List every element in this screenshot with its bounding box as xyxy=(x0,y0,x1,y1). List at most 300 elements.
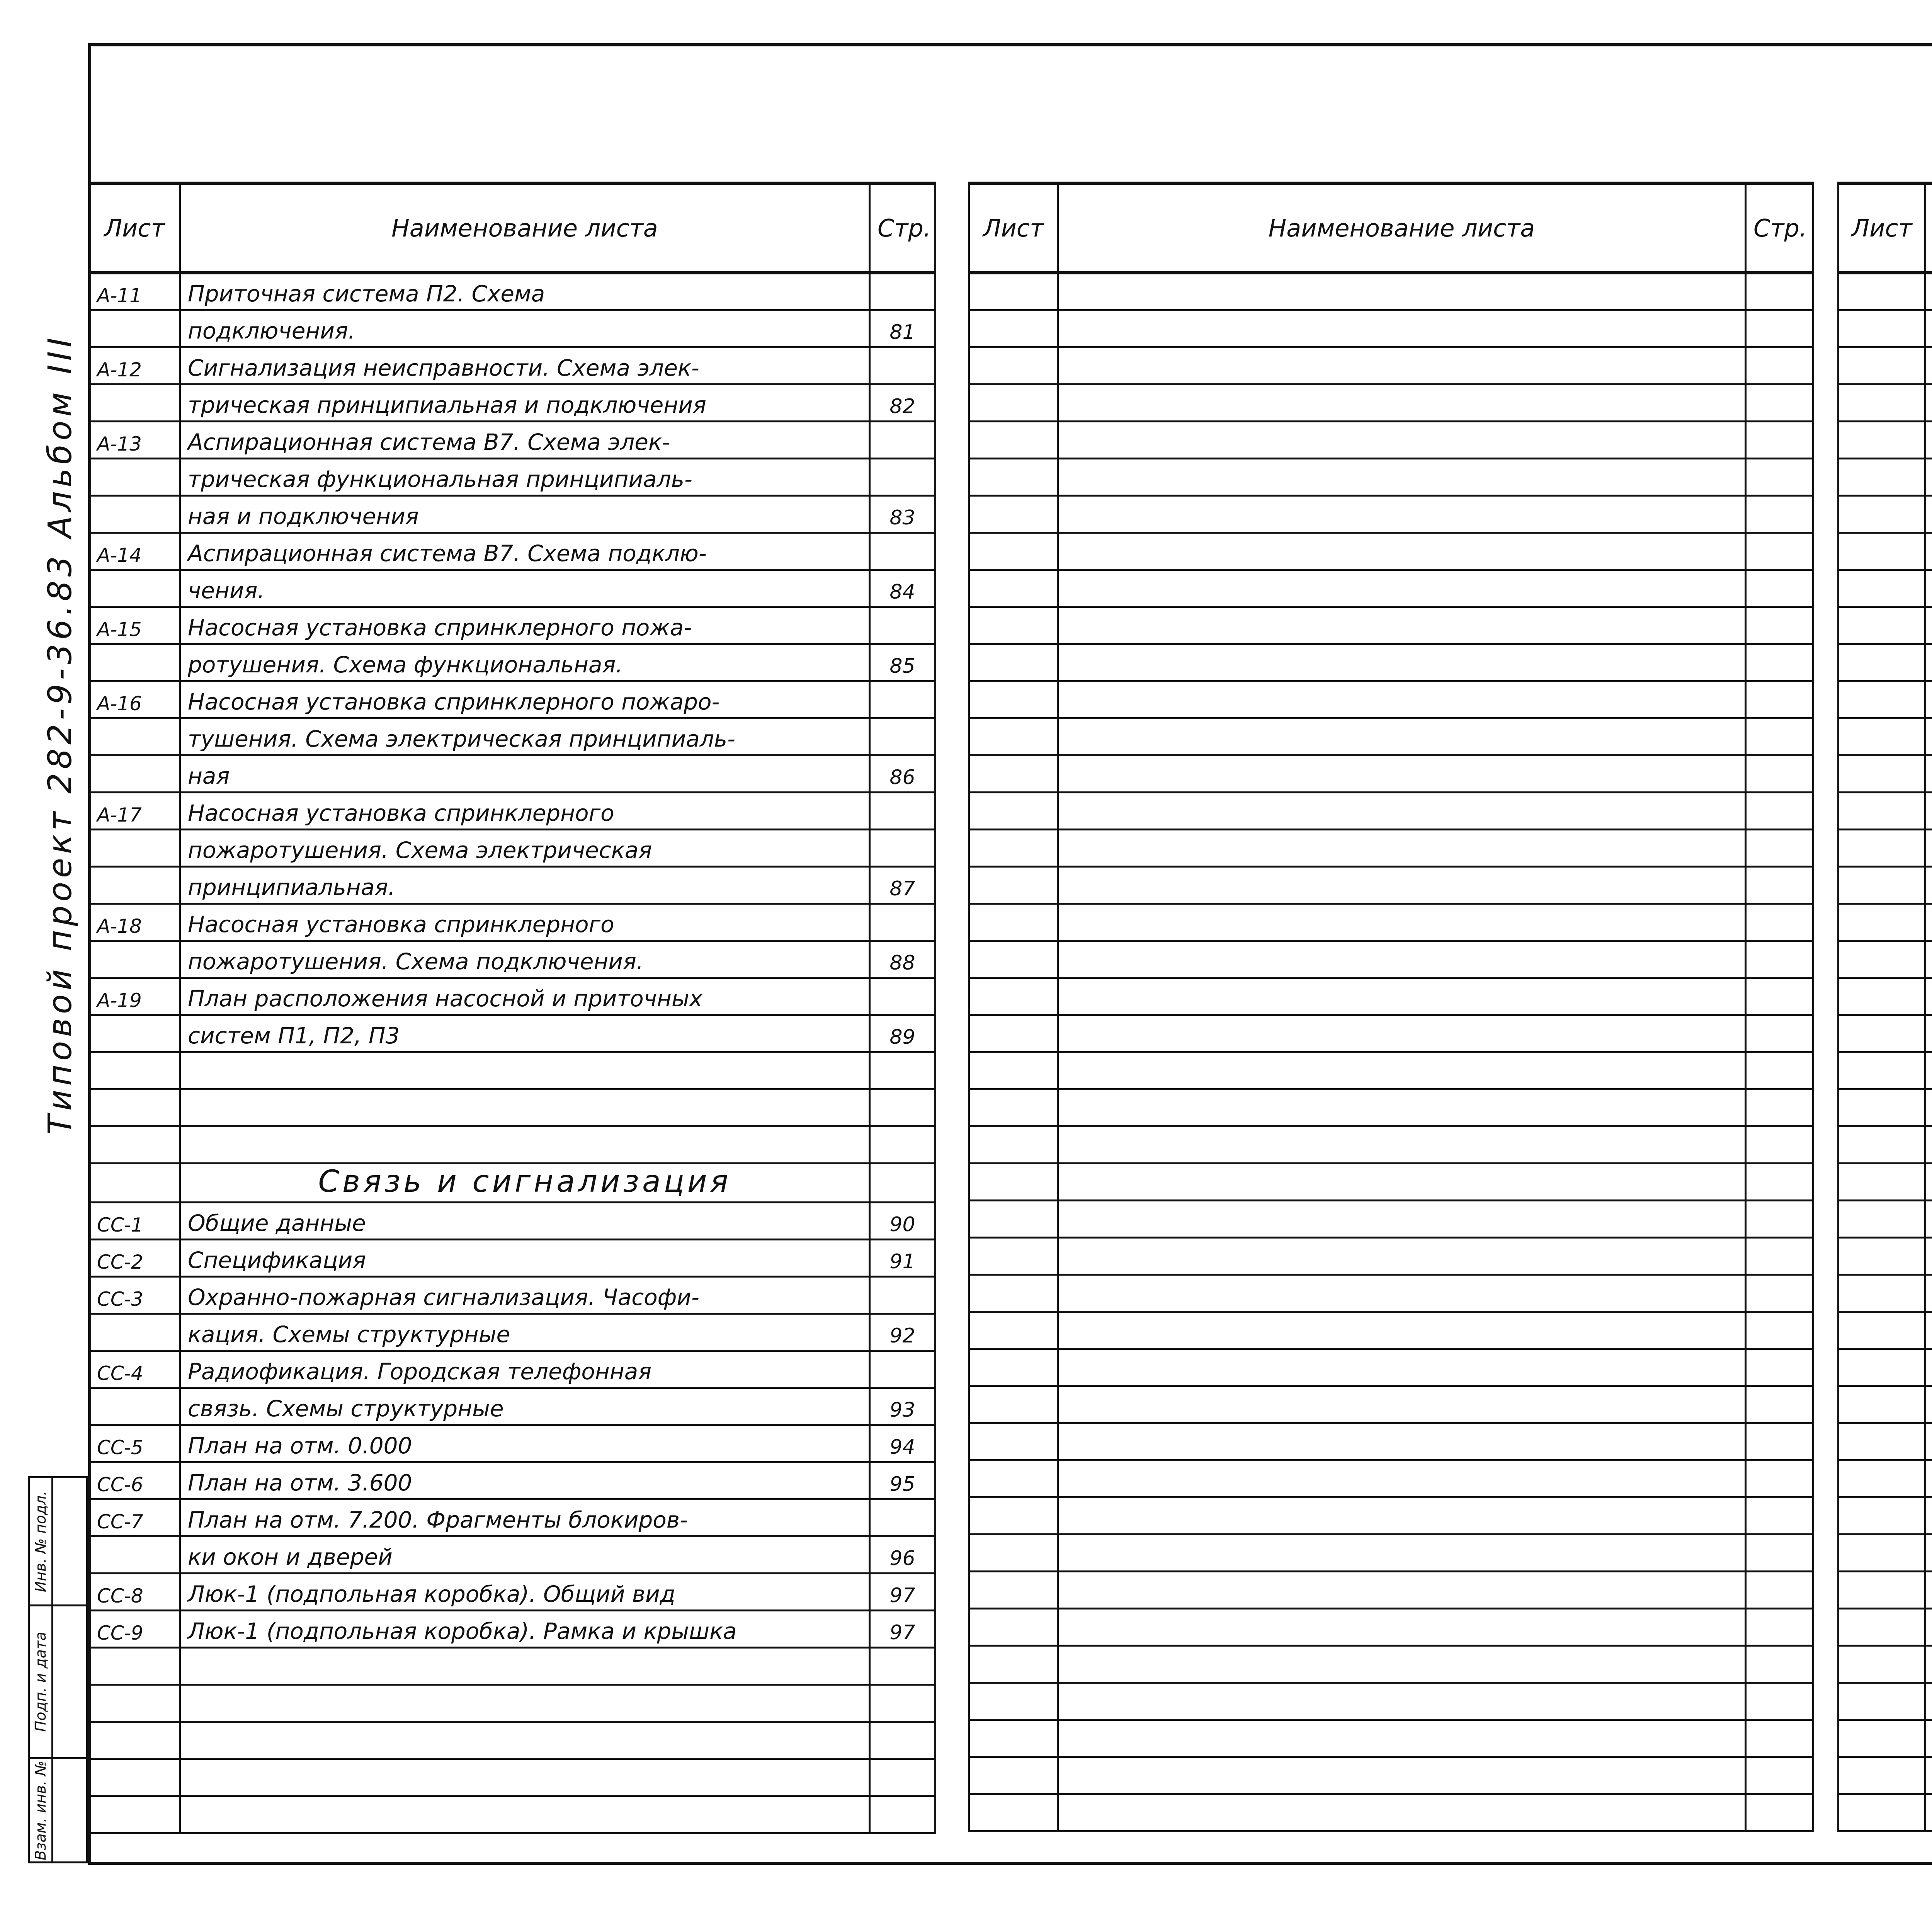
col-header-name xyxy=(1925,183,1932,273)
table-row xyxy=(1838,755,1932,792)
cell-sheet xyxy=(1838,718,1925,755)
cell-name xyxy=(1058,681,1746,718)
stamp-replacement-inventory: Взам. инв. № xyxy=(30,1759,86,1861)
table-row xyxy=(89,1089,935,1126)
cell-name: Приточная система П2. Схема xyxy=(180,273,870,310)
cell-sheet xyxy=(969,1534,1058,1571)
cell-sheet xyxy=(969,866,1058,903)
cell-sheet xyxy=(1838,681,1925,718)
cell-sheet: СС-7 xyxy=(89,1499,180,1536)
cell-sheet xyxy=(89,644,180,681)
table-row xyxy=(969,903,1813,941)
cell-sheet xyxy=(1838,347,1925,384)
cell-page xyxy=(870,1351,935,1388)
table-row xyxy=(89,1388,935,1425)
cell-sheet xyxy=(1838,1163,1925,1200)
cell-name xyxy=(1058,1274,1746,1312)
table-row xyxy=(1838,718,1932,755)
cell-sheet xyxy=(969,495,1058,533)
cell-name xyxy=(1058,1015,1746,1052)
cell-sheet xyxy=(1838,644,1925,681)
cell-sheet xyxy=(1838,533,1925,570)
cell-sheet xyxy=(1838,310,1925,347)
table-row xyxy=(89,1462,935,1499)
cell-sheet xyxy=(969,607,1058,644)
table-row xyxy=(89,755,935,792)
cell-name xyxy=(1925,421,1932,458)
cell-page xyxy=(870,1163,935,1202)
cell-sheet xyxy=(1838,1052,1925,1089)
cell-page: 85 xyxy=(870,644,935,681)
table-row xyxy=(89,1202,935,1239)
col-header-sheet: Лист xyxy=(89,183,180,273)
table-row xyxy=(89,1313,935,1351)
table-row xyxy=(969,681,1813,718)
cell-sheet xyxy=(969,458,1058,495)
cell-sheet xyxy=(1838,829,1925,866)
cell-name xyxy=(1925,903,1932,941)
cell-page xyxy=(1746,1608,1813,1645)
cell-name xyxy=(1925,978,1932,1015)
cell-name xyxy=(180,1089,870,1126)
cell-sheet: СС-4 xyxy=(89,1351,180,1388)
cell-sheet xyxy=(89,755,180,792)
table-row xyxy=(1838,1460,1932,1497)
cell-page xyxy=(1746,1757,1813,1794)
cell-sheet: А-17 xyxy=(89,792,180,829)
table-row xyxy=(969,1794,1813,1831)
table-row xyxy=(1838,941,1932,978)
cell-page: 90 xyxy=(870,1202,935,1239)
table-row xyxy=(1838,533,1932,570)
cell-name xyxy=(1058,718,1746,755)
cell-sheet xyxy=(969,1015,1058,1052)
cell-sheet xyxy=(969,681,1058,718)
cell-name xyxy=(180,1796,870,1833)
table-row xyxy=(89,1647,935,1684)
cell-sheet xyxy=(89,1126,180,1163)
col-header-page: Стр. xyxy=(1746,183,1813,273)
cell-page xyxy=(1746,1571,1813,1608)
cell-name: трическая принципиальная и подключения xyxy=(180,384,870,421)
cell-name xyxy=(1925,866,1932,903)
cell-sheet xyxy=(89,1722,180,1759)
cell-page: 94 xyxy=(870,1425,935,1462)
table-row xyxy=(89,866,935,903)
cell-name xyxy=(1058,755,1746,792)
cell-page: 84 xyxy=(870,570,935,607)
table-row xyxy=(1838,310,1932,347)
cell-name xyxy=(1058,1089,1746,1126)
cell-name xyxy=(1058,421,1746,458)
cell-name: Аспирационная система В7. Схема подклю- xyxy=(180,533,870,570)
cell-sheet xyxy=(89,1052,180,1089)
cell-sheet xyxy=(969,903,1058,941)
cell-name: План на отм. 0.000 xyxy=(180,1425,870,1462)
cell-sheet: А-13 xyxy=(89,421,180,458)
cell-page xyxy=(1746,1386,1813,1423)
cell-name xyxy=(1058,1683,1746,1720)
cell-name xyxy=(1925,347,1932,384)
table-row xyxy=(1838,978,1932,1015)
cell-name xyxy=(1925,718,1932,755)
cell-name xyxy=(1058,866,1746,903)
cell-name xyxy=(1058,1534,1746,1571)
table-row xyxy=(1838,829,1932,866)
cell-name xyxy=(1058,829,1746,866)
cell-sheet xyxy=(969,1200,1058,1237)
cell-name xyxy=(1925,644,1932,681)
table-row xyxy=(89,421,935,458)
cell-sheet xyxy=(1838,1460,1925,1497)
cell-sheet: А-16 xyxy=(89,681,180,718)
cell-name xyxy=(1925,1126,1932,1163)
table-row xyxy=(969,421,1813,458)
table-row xyxy=(1838,570,1932,607)
cell-page xyxy=(1746,978,1813,1015)
cell-page xyxy=(1746,495,1813,533)
cell-sheet xyxy=(969,1423,1058,1460)
cell-sheet: СС-3 xyxy=(89,1276,180,1313)
cell-sheet xyxy=(1838,1683,1925,1720)
table-row xyxy=(89,1126,935,1163)
cell-sheet xyxy=(969,533,1058,570)
cell-name xyxy=(180,1759,870,1796)
cell-sheet xyxy=(1838,1274,1925,1312)
cell-page xyxy=(870,1759,935,1796)
cell-name xyxy=(180,1647,870,1684)
cell-name xyxy=(180,1722,870,1759)
table-row xyxy=(1838,384,1932,421)
table-row xyxy=(89,829,935,866)
cell-name: пожаротушения. Схема электрическая xyxy=(180,829,870,866)
cell-name xyxy=(1925,1386,1932,1423)
table-row xyxy=(89,495,935,533)
table-row xyxy=(969,1534,1813,1571)
table-row xyxy=(89,1684,935,1722)
cell-name xyxy=(1058,941,1746,978)
cell-page xyxy=(870,1796,935,1833)
cell-sheet xyxy=(969,1312,1058,1349)
cell-name xyxy=(180,1052,870,1089)
table-row xyxy=(969,1423,1813,1460)
cell-sheet xyxy=(969,1794,1058,1831)
table-row xyxy=(1838,1683,1932,1720)
cell-page xyxy=(870,1052,935,1089)
cell-name: чения. xyxy=(180,570,870,607)
cell-sheet xyxy=(1838,941,1925,978)
cell-name xyxy=(1925,1052,1932,1089)
cell-page xyxy=(1746,347,1813,384)
table-row xyxy=(89,718,935,755)
table-row xyxy=(969,1497,1813,1534)
cell-name xyxy=(1058,1757,1746,1794)
cell-sheet xyxy=(89,1759,180,1796)
cell-page: 83 xyxy=(870,495,935,533)
table-row xyxy=(1838,1200,1932,1237)
cell-page xyxy=(1746,1089,1813,1126)
table-row xyxy=(89,792,935,829)
cell-name xyxy=(1925,792,1932,829)
cell-page xyxy=(870,347,935,384)
table-row xyxy=(1838,1423,1932,1460)
cell-name xyxy=(1925,681,1932,718)
cell-sheet xyxy=(969,1052,1058,1089)
cell-name xyxy=(1925,1534,1932,1571)
table-row xyxy=(969,941,1813,978)
table-row xyxy=(89,644,935,681)
cell-name xyxy=(1925,941,1932,978)
cell-page xyxy=(870,1684,935,1722)
cell-sheet: СС-8 xyxy=(89,1573,180,1610)
cell-sheet xyxy=(969,1349,1058,1386)
cell-page: 93 xyxy=(870,1388,935,1425)
cell-page xyxy=(1746,384,1813,421)
cell-page xyxy=(1746,755,1813,792)
cell-page xyxy=(870,1089,935,1126)
cell-name xyxy=(1058,1126,1746,1163)
cell-page: 89 xyxy=(870,1015,935,1052)
table-row xyxy=(969,607,1813,644)
cell-sheet xyxy=(969,1683,1058,1720)
cell-sheet xyxy=(89,570,180,607)
cell-sheet xyxy=(1838,1015,1925,1052)
table-row xyxy=(969,1089,1813,1126)
cell-sheet xyxy=(1838,792,1925,829)
cell-sheet xyxy=(1838,1423,1925,1460)
cell-page xyxy=(1746,1015,1813,1052)
cell-name: ная и подключения xyxy=(180,495,870,533)
cell-sheet: А-14 xyxy=(89,533,180,570)
cell-name xyxy=(1058,273,1746,310)
table-row xyxy=(969,1126,1813,1163)
cell-page xyxy=(1746,1645,1813,1683)
cell-sheet xyxy=(1838,1794,1925,1831)
cell-sheet xyxy=(1838,495,1925,533)
cell-name xyxy=(1058,458,1746,495)
cell-sheet xyxy=(1838,421,1925,458)
cell-sheet xyxy=(969,978,1058,1015)
cell-name xyxy=(1925,458,1932,495)
cell-sheet: СС-9 xyxy=(89,1610,180,1647)
cell-sheet xyxy=(969,829,1058,866)
cell-page xyxy=(870,1647,935,1684)
table-row xyxy=(969,718,1813,755)
cell-sheet: СС-5 xyxy=(89,1425,180,1462)
cell-name xyxy=(1925,1274,1932,1312)
cell-sheet: А-18 xyxy=(89,903,180,941)
cell-sheet xyxy=(969,941,1058,978)
cell-page: 96 xyxy=(870,1536,935,1573)
table-row xyxy=(1838,1274,1932,1312)
cell-sheet xyxy=(89,1313,180,1351)
stamp-signature-date: Подп. и дата xyxy=(30,1606,86,1759)
cell-sheet xyxy=(969,1460,1058,1497)
cell-sheet xyxy=(969,1237,1058,1274)
table-row xyxy=(969,273,1813,310)
table-row xyxy=(89,1796,935,1833)
table-row xyxy=(89,1573,935,1610)
cell-name xyxy=(180,1126,870,1163)
cell-name: ная xyxy=(180,755,870,792)
cell-name xyxy=(1925,1608,1932,1645)
table-row xyxy=(969,1274,1813,1312)
cell-name xyxy=(1925,1015,1932,1052)
cell-page: 97 xyxy=(870,1610,935,1647)
sheet-index-table-2 xyxy=(968,182,1814,1832)
table-row xyxy=(969,384,1813,421)
cell-sheet xyxy=(89,384,180,421)
cell-sheet xyxy=(89,718,180,755)
cell-name xyxy=(1925,1794,1932,1831)
cell-name xyxy=(1058,384,1746,421)
cell-page xyxy=(870,421,935,458)
cell-name: Охранно-пожарная сигнализация. Часофи- xyxy=(180,1276,870,1313)
cell-sheet xyxy=(89,310,180,347)
cell-name xyxy=(1058,1608,1746,1645)
cell-sheet xyxy=(1838,458,1925,495)
cell-sheet xyxy=(969,1163,1058,1200)
cell-sheet xyxy=(969,1089,1058,1126)
table-row xyxy=(1838,1534,1932,1571)
table-row xyxy=(1838,1794,1932,1831)
cell-sheet xyxy=(969,273,1058,310)
cell-sheet xyxy=(1838,1497,1925,1534)
table-row xyxy=(969,1052,1813,1089)
cell-page xyxy=(870,718,935,755)
cell-sheet: А-19 xyxy=(89,978,180,1015)
cell-sheet xyxy=(969,384,1058,421)
cell-page xyxy=(1746,533,1813,570)
cell-name xyxy=(1058,978,1746,1015)
col-header-name: Наименование листа xyxy=(180,183,870,273)
table-row xyxy=(1838,1757,1932,1794)
table-row xyxy=(1838,1237,1932,1274)
cell-page xyxy=(1746,1683,1813,1720)
cell-page xyxy=(1746,1312,1813,1349)
cell-name xyxy=(1925,1720,1932,1757)
cell-sheet: А-11 xyxy=(89,273,180,310)
table-row xyxy=(89,1239,935,1276)
table-row xyxy=(969,978,1813,1015)
cell-page xyxy=(870,829,935,866)
cell-name: тушения. Схема электрическая принципиаль- xyxy=(180,718,870,755)
cell-name xyxy=(1058,903,1746,941)
cell-page: 81 xyxy=(870,310,935,347)
table-row xyxy=(969,495,1813,533)
table-row xyxy=(1838,1312,1932,1349)
cell-page: 87 xyxy=(870,866,935,903)
table-row xyxy=(969,1200,1813,1237)
sheet-index-table-3 xyxy=(1837,182,1932,1832)
table-row xyxy=(969,644,1813,681)
cell-page xyxy=(1746,941,1813,978)
cell-name xyxy=(1925,1089,1932,1126)
cell-sheet xyxy=(1838,1312,1925,1349)
table-row xyxy=(89,1351,935,1388)
table-row xyxy=(89,903,935,941)
cell-name xyxy=(1925,1312,1932,1349)
cell-sheet xyxy=(89,1536,180,1573)
cell-sheet xyxy=(969,1608,1058,1645)
cell-page xyxy=(1746,1423,1813,1460)
table-row xyxy=(89,533,935,570)
cell-page: 91 xyxy=(870,1239,935,1276)
table-row xyxy=(1838,1052,1932,1089)
table-row xyxy=(969,1237,1813,1274)
table-row xyxy=(1838,1720,1932,1757)
cell-page: 92 xyxy=(870,1313,935,1351)
cell-name: трическая функциональная принципиаль- xyxy=(180,458,870,495)
table-row xyxy=(969,1720,1813,1757)
table-row xyxy=(969,866,1813,903)
cell-name xyxy=(1925,1571,1932,1608)
cell-name: План расположения насосной и приточных xyxy=(180,978,870,1015)
cell-sheet xyxy=(1838,866,1925,903)
table-row xyxy=(969,1460,1813,1497)
col-header-name: Наименование листа xyxy=(1058,183,1746,273)
cell-sheet xyxy=(1838,1757,1925,1794)
cell-page xyxy=(1746,681,1813,718)
cell-name xyxy=(1925,607,1932,644)
cell-name: План на отм. 7.200. Фрагменты блокиров- xyxy=(180,1499,870,1536)
table-row xyxy=(89,681,935,718)
table-row xyxy=(1838,792,1932,829)
cell-sheet xyxy=(1838,1200,1925,1237)
cell-page xyxy=(870,273,935,310)
table-row xyxy=(1838,1015,1932,1052)
cell-page xyxy=(1746,644,1813,681)
table-row xyxy=(1838,347,1932,384)
cell-sheet xyxy=(89,1089,180,1126)
cell-name: Люк-1 (подпольная коробка). Рамка и крышка xyxy=(180,1610,870,1647)
table-row xyxy=(969,458,1813,495)
cell-name xyxy=(1925,310,1932,347)
table-header-row xyxy=(89,183,935,273)
table-row xyxy=(1838,681,1932,718)
cell-page xyxy=(1746,1460,1813,1497)
cell-name xyxy=(1058,310,1746,347)
cell-name xyxy=(1925,1460,1932,1497)
cell-page xyxy=(1746,421,1813,458)
cell-name xyxy=(1925,1200,1932,1237)
cell-sheet xyxy=(1838,1608,1925,1645)
table-row xyxy=(969,1645,1813,1683)
cell-sheet xyxy=(1838,607,1925,644)
cell-name xyxy=(1925,570,1932,607)
cell-sheet xyxy=(89,1015,180,1052)
table-row xyxy=(89,1610,935,1647)
cell-name: Люк-1 (подпольная коробка). Общий вид xyxy=(180,1573,870,1610)
cell-page: 82 xyxy=(870,384,935,421)
cell-page xyxy=(870,903,935,941)
cell-name xyxy=(1058,644,1746,681)
cell-sheet xyxy=(969,1386,1058,1423)
cell-name xyxy=(1058,1349,1746,1386)
cell-sheet xyxy=(1838,978,1925,1015)
cell-page: 95 xyxy=(870,1462,935,1499)
cell-page: 97 xyxy=(870,1573,935,1610)
cell-sheet xyxy=(89,1388,180,1425)
table-row xyxy=(89,310,935,347)
cell-name: Общие данные xyxy=(180,1202,870,1239)
cell-name xyxy=(1058,1312,1746,1349)
cell-sheet xyxy=(1838,384,1925,421)
cell-name: связь. Схемы структурные xyxy=(180,1388,870,1425)
col-header-sheet: Лист xyxy=(1838,183,1925,273)
cell-name xyxy=(1058,1163,1746,1200)
cell-sheet xyxy=(969,1274,1058,1312)
